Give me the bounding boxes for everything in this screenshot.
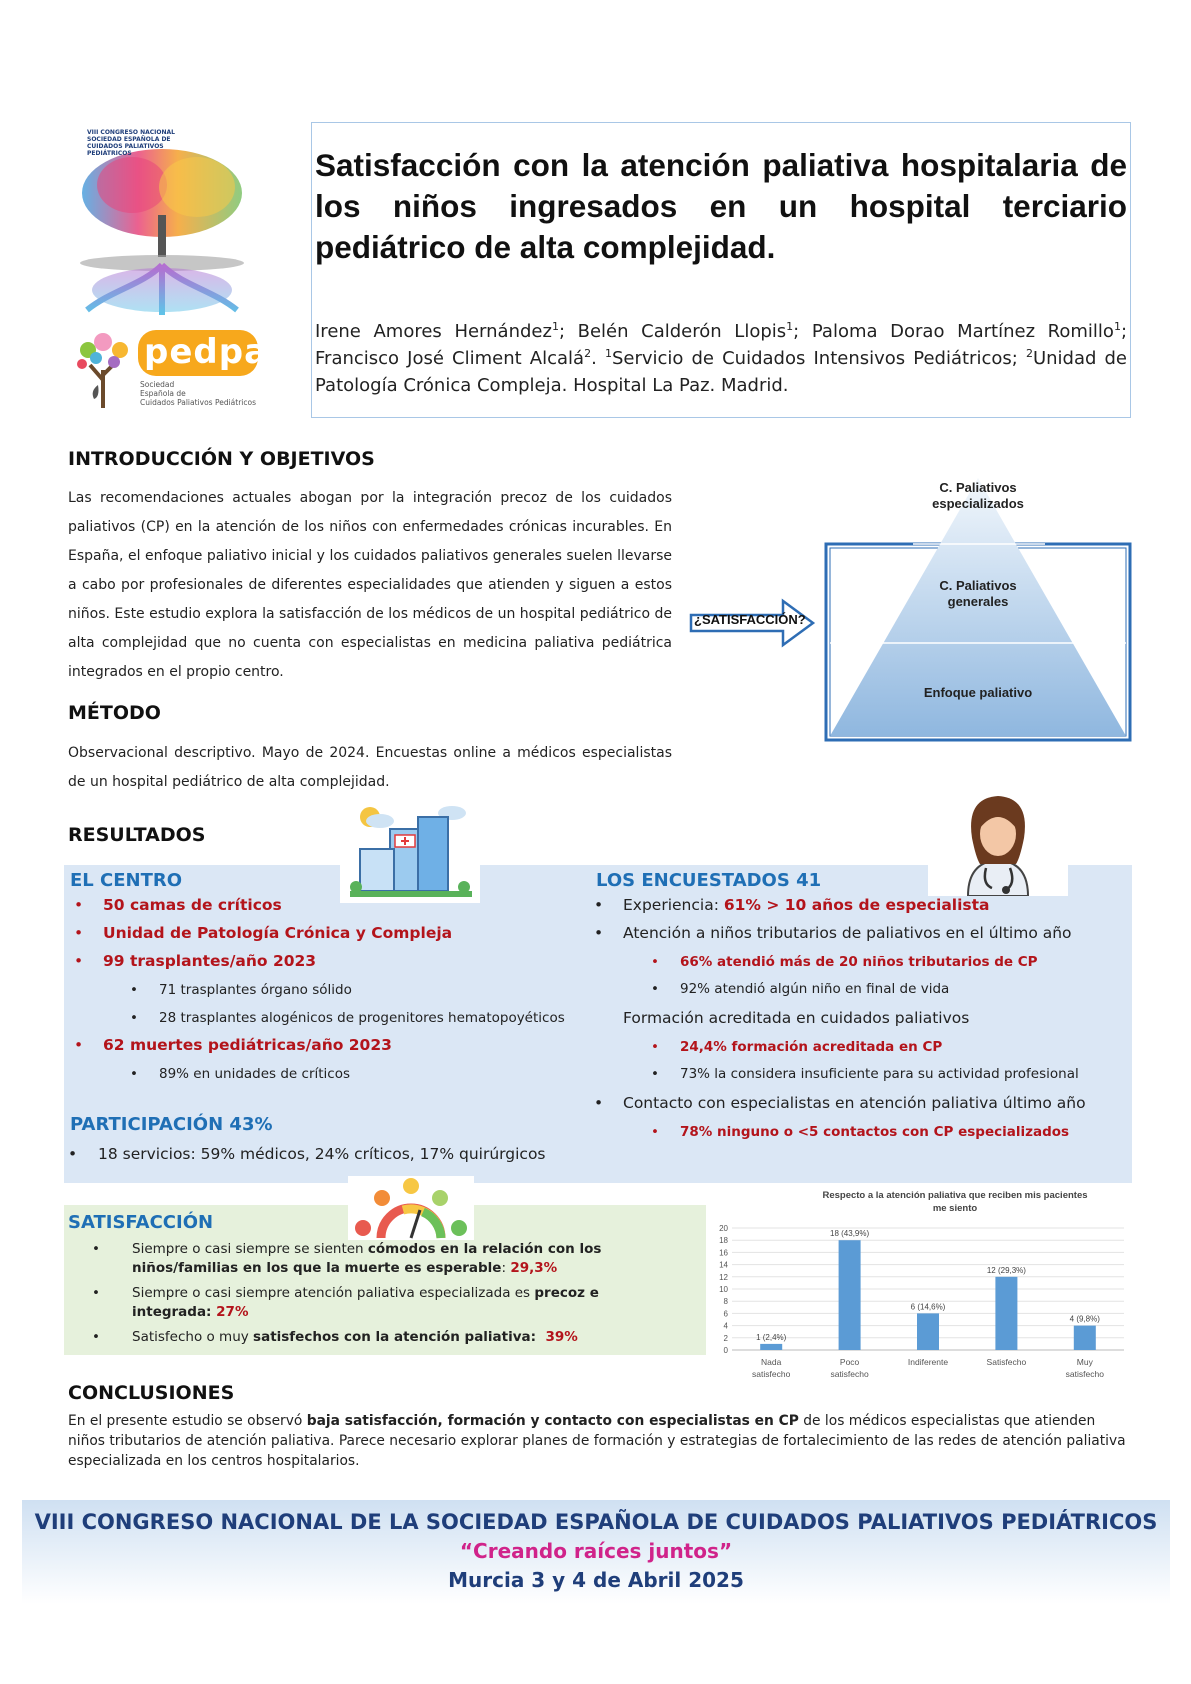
chart-data-label: 18 (43,9%) [830,1229,870,1239]
authors-sep: . [591,348,605,369]
list-item: • 78% ninguno o <5 contactos con CP especializados [651,1124,1070,1140]
chart-ytick: 12 [719,1272,728,1282]
author-4: ; Francisco José Climent Alcalá [315,321,1128,369]
participacion-item: • 18 servicios: 59% médicos, 24% críticos, 17% quirúrgicos [68,1145,546,1163]
satisfaction-text: Satisfecho o muy [132,1329,254,1345]
experience-value: 61% > 10 años de especialista [723,896,990,914]
chart-bar [995,1277,1017,1350]
satisfaction-arrow-label: ¿SATISFACCIÓN? [694,612,806,627]
encuestados-subitem: 24,4% formación acreditada en CP [680,1039,943,1055]
chart-data-label: 4 (9,8%) [1069,1314,1100,1324]
chart-category-label: satisfecho [1065,1369,1104,1379]
pyramid-mid-1: C. Paliativos [939,578,1017,593]
chart-ytick: 16 [719,1248,728,1258]
chart-category-label: Poco [839,1357,860,1367]
centro-item: 50 camas de críticos [103,896,282,914]
poster-title: Satisfacción con la atención paliativa hospitalaria de los niños ingresados en un hospital terciario pediátrico de alta complejidad. [315,147,1127,265]
footer-motto: “Creando raíces juntos” [459,1539,733,1563]
encuestados-subitem: 78% ninguno o <5 contactos con CP especializados [680,1124,1070,1140]
list-item [594,1009,1130,1037]
doctor-icon [928,788,1068,896]
experience-label: Experiencia: [623,896,724,914]
pedpal-logo [68,330,281,420]
centro-list [74,896,594,1092]
satisfaction-bold: satisfechos con la atención paliativa: [253,1329,537,1345]
list-item: • Contacto con especialistas en atención paliativa último año [594,1094,1086,1112]
list-item: • Siempre o casi siempre se sienten cómodos en la relación con los niños/familias en los que la muerte es esperable: 29,3% [92,1241,602,1276]
satisfaction-value: 29,3% [510,1260,558,1276]
list-item: • Unidad de Patología Crónica y Compleja [74,924,453,942]
congress-logo-line4: PEDIÁTRICOS [87,150,132,157]
list-item: • Experiencia: 61% > 10 años de especialista [594,896,990,914]
results-heading: RESULTADOS [68,824,206,846]
satisfaction-text: Siempre o casi siempre atención paliativa especializada es [132,1285,535,1301]
satisfaction-value: 27% [211,1304,249,1320]
chart-ytick: 0 [723,1346,728,1355]
footer-congress: VIII CONGRESO NACIONAL DE LA SOCIEDAD ESPAÑOLA DE CUIDADOS PALIATIVOS PEDIÁTRICOS [34,1510,1158,1534]
conclusions-bold: baja satisfacción, formación y contacto con especialistas en CP [306,1413,799,1429]
list-item: • 73% la considera insuficiente para su actividad profesional [651,1066,1079,1082]
congress-logo [72,115,252,317]
method-text: Observacional descriptivo. Mayo de 2024. Encuestas online a médicos especialistas de un hospital pediátrico de alta complejidad. [68,745,672,790]
list-item: • 99 trasplantes/año 2023 [74,952,317,970]
list-item: • 71 trasplantes órgano sólido [130,982,352,998]
chart-ytick: 4 [723,1321,728,1331]
satisfaction-gauge-icon [348,1176,474,1240]
author-1: Irene Amores Hernández [315,321,552,342]
pedpal-tree-icon [68,330,138,410]
congress-logo-line1: VIII CONGRESO NACIONAL [87,129,175,136]
chart-bar [839,1240,861,1350]
chart-title-1: Respecto a la atención paliativa que reciben mis pacientes [822,1190,1088,1201]
chart-bar [1074,1326,1096,1350]
intro-text: Las recomendaciones actuales abogan por la integración precoz de los cuidados paliativos (CP) en la atención de los niños con enfermedades crónicas incurables. En España, el enfoque paliativo inicial y los cuidados paliativos generales suelen llevarse a cabo por profesionales de diferentes especialidades que atienden y siguen a estos niños. Este estudio explora la satisfacción de los médicos de un hospital pediátrico de alta complejidad que no cuenta con especialistas en medicina paliativa pediátrica integrados en el propio centro. [68,490,672,680]
pyramid-mid-2: generales [947,594,1009,609]
pyramid-top-1: C. Paliativos [939,480,1017,495]
affiliation-2: Unidad de Patología Crónica Compleja. Hospital La Paz. Madrid. [315,348,1128,396]
conclusions-heading: CONCLUSIONES [68,1382,235,1404]
chart-category-label: Satisfecho [986,1357,1027,1367]
chart-ytick: 8 [723,1297,728,1307]
title-box [311,122,1131,418]
affiliation-1: Servicio de Cuidados Intensivos Pediátricos; [611,348,1026,369]
intro-heading: INTRODUCCIÓN Y OBJETIVOS [68,448,375,470]
chart-ytick: 14 [719,1260,728,1270]
pedpal-sub2: Española de [140,389,186,398]
chart-title-2: me siento [932,1203,978,1214]
participacion-heading: PARTICIPACIÓN 43% [70,1114,273,1135]
centro-heading: EL CENTRO [70,870,183,891]
affil-sup: 2 [584,347,592,360]
participacion-text: 18 servicios: 59% médicos, 24% críticos, 17% quirúrgicos [98,1145,546,1163]
encuestados-subitem: 66% atendió más de 20 niños tributarios de CP [680,954,1038,970]
affil-sup: 2 [1025,347,1033,360]
encuestados-item: Atención a niños tributarios de paliativos en el último año [623,924,1072,942]
list-item: • 24,4% formación acreditada en CP [651,1039,943,1055]
encuestados-subitem: 73% la considera insuficiente para su actividad profesional [680,1066,1079,1082]
centro-item: Unidad de Patología Crónica y Compleja [103,924,453,942]
satisfaction-sep: : [501,1260,511,1276]
satisfaction-list [68,1240,668,1347]
chart-category-label: Indiferente [907,1357,949,1367]
centro-subitem: 71 trasplantes órgano sólido [159,982,352,998]
list-item: • 62 muertes pediátricas/año 2023 [74,1036,392,1054]
list-item: • Siempre o casi siempre atención paliativa especializada es precoz e integrada: 27% [92,1285,599,1320]
encuestados-item: Formación acreditada en cuidados paliativos [623,1009,970,1027]
chart-bar [917,1313,939,1350]
centro-subitem: 89% en unidades de críticos [159,1066,351,1082]
chart-bar [760,1344,782,1350]
author-3: ; Paloma Dorao Martínez Romillo [793,321,1114,342]
list-item: • Atención a niños tributarios de paliativos en el último año [594,924,1072,942]
chart-data-label: 6 (14,6%) [910,1302,946,1312]
chart-ytick: 20 [719,1224,728,1233]
affil-sup: 1 [551,320,559,333]
satisfaction-text: Siempre o casi siempre se sienten [132,1241,368,1257]
conclusions-part: de los médicos especialistas que atienden niños tributarios de atención paliativa. Parece necesario explorar planes de formación y estrategias de fortalecimiento de las redes de atención paliativa especializada en los centros hospitalarios. [68,1413,1126,1469]
hospital-icon [340,795,480,903]
affil-sup: 1 [786,320,794,333]
centro-item: 99 trasplantes/año 2023 [103,952,317,970]
encuestados-item: Contacto con especialistas en atención paliativa último año [623,1094,1086,1112]
list-item: • 92% atendió algún niño en final de vida [651,981,950,997]
encuestados-heading: LOS ENCUESTADOS 41 [596,870,822,891]
chart-category-label: satisfecho [752,1369,791,1379]
author-2: ; Belén Calderón Llopis [558,321,787,342]
pyramid-bottom: Enfoque paliativo [923,685,1033,700]
pedpal-sub1: Sociedad [140,380,175,389]
list-item: • 50 camas de críticos [74,896,282,914]
pyramid-top-2: especializados [932,496,1024,511]
footer-banner [22,1500,1170,1604]
chart-data-label: 1 (2,4%) [756,1332,787,1342]
congress-logo-line3: CUIDADOS PALIATIVOS [87,143,164,150]
satisfaction-value: 39% [536,1329,578,1345]
chart-category-label: Nada [761,1357,782,1367]
footer-dates: Murcia 3 y 4 de Abril 2025 [448,1568,744,1592]
list-item: • Satisfecho o muy satisfechos con la atención paliativa: 39% [92,1329,578,1345]
pyramid-diagram [688,470,1136,745]
centro-item: 62 muertes pediátricas/año 2023 [103,1036,392,1054]
encuestados-subitem: 92% atendió algún niño en final de vida [680,981,950,997]
conclusions-text [68,1411,1128,1471]
encuestados-list [594,896,1130,1149]
chart-ytick: 18 [719,1236,728,1246]
chart-data-label: 12 (29,3%) [986,1265,1026,1275]
chart-ytick: 6 [723,1309,728,1319]
authors [315,318,1127,399]
satisfaction-heading: SATISFACCIÓN [68,1212,214,1233]
list-item: • 28 trasplantes alogénicos de progenitores hematopoyéticos [130,1010,565,1026]
affil-sup: 1 [1113,320,1121,333]
satisfaction-chart [708,1186,1132,1391]
chart-category-label: Muy [1076,1357,1093,1367]
list-item: • 89% en unidades de críticos [130,1066,351,1082]
conclusions-part: En el presente estudio se observó [68,1413,307,1429]
method-heading: MÉTODO [68,702,161,724]
chart-ytick: 2 [723,1333,728,1343]
chart-category-label: satisfecho [830,1369,869,1379]
pedpal-wordmark: pedpal [144,332,281,372]
satisfaction-bold: precoz e integrada: [132,1285,599,1320]
list-item: • 66% atendió más de 20 niños tributarios de CP [651,954,1038,970]
satisfaction-bold: cómodos en la relación con los niños/familias en los que la muerte es esperable [132,1241,602,1276]
congress-logo-line2: SOCIEDAD ESPAÑOLA DE [87,136,171,143]
affil-sup: 1 [604,347,612,360]
pedpal-sub3: Cuidados Paliativos Pediátricos [140,398,256,407]
chart-ytick: 10 [719,1285,728,1294]
centro-subitem: 28 trasplantes alogénicos de progenitores hematopoyéticos [159,1010,565,1026]
